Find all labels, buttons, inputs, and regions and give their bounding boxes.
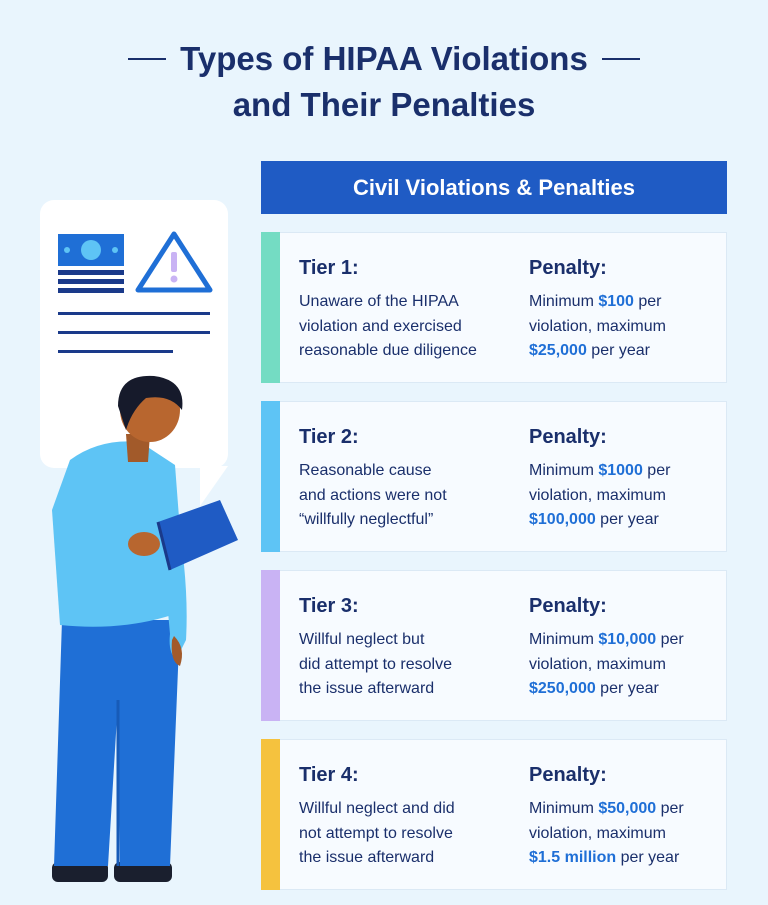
penalty-max-suffix: per year (586, 342, 650, 359)
bubble-line-1 (58, 312, 210, 315)
penalty-line-3 (529, 677, 729, 702)
tier-description-line: Unaware of the HIPAA (299, 293, 459, 310)
penalty-line-1 (529, 628, 729, 653)
bubble-line-3 (58, 350, 173, 353)
penalty-line-3 (529, 508, 729, 533)
penalty-label: Penalty: (529, 257, 607, 279)
penalty-min-amount: $100 (598, 293, 634, 310)
tier-stripe (261, 232, 280, 383)
penalty-min-suffix: per (642, 462, 671, 479)
penalty-line-2: violation, maximum (529, 486, 666, 504)
tier-description-line: Reasonable cause (299, 462, 432, 479)
tier-description-line: did attempt to resolve (299, 655, 452, 673)
tier-stripe (261, 739, 280, 890)
penalty-label: Penalty: (529, 426, 607, 448)
tier-description-col (299, 594, 514, 702)
penalty-line-3 (529, 339, 729, 364)
tier-stripe (261, 401, 280, 552)
penalty-min-prefix: Minimum (529, 293, 599, 310)
page-title (0, 36, 768, 128)
tier-card-4 (261, 739, 727, 890)
penalty-max-suffix: per year (595, 511, 659, 528)
tier-penalty-col (529, 425, 729, 533)
penalty-min-amount: $50,000 (598, 800, 657, 817)
person-reading-icon (30, 370, 250, 890)
tier-card-1 (261, 232, 727, 383)
penalty-max-amount: $25,000 (529, 342, 587, 359)
tier-penalty-col (529, 763, 729, 871)
penalty-min-suffix: per (656, 800, 684, 817)
tier-description-line: the issue afterward (299, 680, 435, 697)
penalty-min-prefix: Minimum (529, 462, 599, 479)
tier-card-2 (261, 401, 727, 552)
penalty-line-1 (529, 797, 729, 822)
table-header: Civil Violations & Penalties (261, 161, 727, 214)
title-line-2: and Their Penalties (232, 86, 536, 123)
tier-stripe (261, 570, 280, 721)
tier-description-col (299, 425, 514, 533)
penalty-min-amount: $1000 (598, 462, 643, 479)
tier-penalty-col (529, 256, 729, 364)
tier-description-line: violation and exercised (299, 317, 462, 335)
penalty-line-2: violation, maximum (529, 655, 666, 673)
tier-description-line: the issue afterward (299, 849, 435, 866)
tier-description-line: reasonable due diligence (299, 342, 477, 359)
penalty-min-suffix: per (656, 631, 684, 648)
penalty-label: Penalty: (529, 595, 607, 617)
tier-description-line: Willful neglect but (299, 631, 425, 648)
penalty-line-1 (529, 459, 729, 484)
warning-icon (134, 230, 214, 294)
tier-description-line: “willfully neglectful” (299, 511, 434, 528)
penalty-max-suffix: per year (616, 849, 680, 866)
penalty-line-2: violation, maximum (529, 317, 666, 335)
title-dash-left (128, 58, 166, 60)
penalty-line-3 (529, 846, 729, 871)
penalty-min-amount: $10,000 (598, 631, 657, 648)
penalty-max-suffix: per year (595, 680, 659, 697)
penalty-min-prefix: Minimum (529, 631, 599, 648)
tier-label: Tier 4: (299, 764, 359, 786)
bubble-line-2 (58, 331, 210, 334)
tier-label: Tier 3: (299, 595, 359, 617)
tier-description-line: not attempt to resolve (299, 824, 453, 842)
tier-penalty-col (529, 594, 729, 702)
tier-description-col (299, 763, 514, 871)
penalty-line-1 (529, 290, 729, 315)
penalty-min-prefix: Minimum (529, 800, 599, 817)
penalty-label: Penalty: (529, 764, 607, 786)
tier-label: Tier 1: (299, 257, 359, 279)
money-icon (58, 234, 124, 296)
penalty-line-2: violation, maximum (529, 824, 666, 842)
penalty-max-amount: $1.5 million (529, 849, 617, 866)
tier-label: Tier 2: (299, 426, 359, 448)
penalty-min-suffix: per (633, 293, 662, 310)
penalty-max-amount: $100,000 (529, 511, 596, 528)
title-line-1: Types of HIPAA Violations (180, 40, 588, 77)
penalty-max-amount: $250,000 (529, 680, 596, 697)
tier-description-col (299, 256, 514, 364)
tier-description-line: Willful neglect and did (299, 800, 455, 817)
tier-card-3 (261, 570, 727, 721)
title-dash-right (602, 58, 640, 60)
tier-description-line: and actions were not (299, 486, 447, 504)
